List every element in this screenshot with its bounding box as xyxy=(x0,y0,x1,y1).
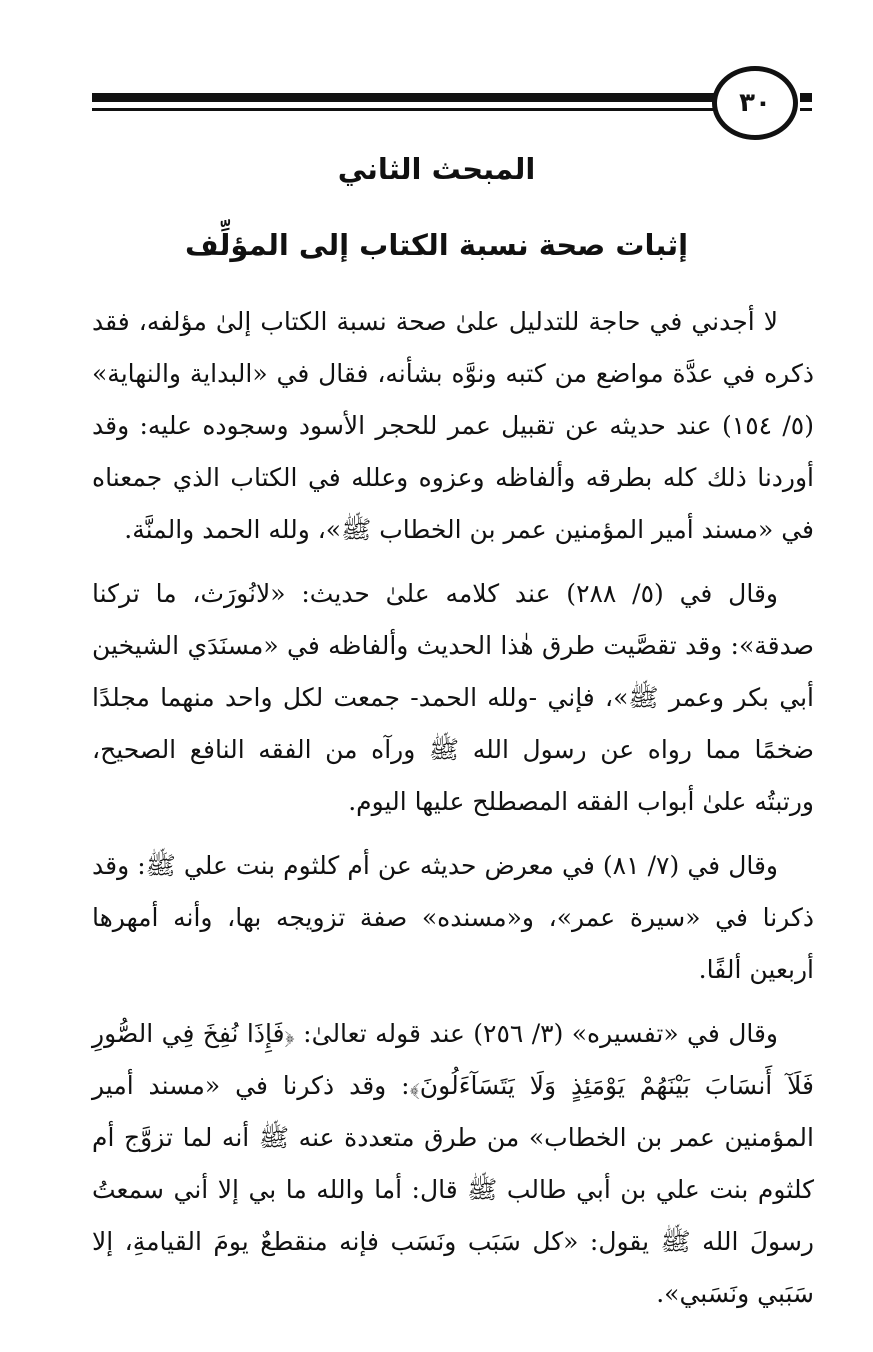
body-text xyxy=(92,296,814,1332)
header-rule-thin xyxy=(92,108,714,111)
section-subtitle: إثبات صحة نسبة الكتاب إلى المؤلِّف xyxy=(184,228,689,262)
paragraph-2: وقال في (٥/ ٢٨٨) عند كلامه علىٰ حديث: «لانُورَث، ما تركنا صدقة»: وقد تقصَّيت طرق هٰذا الحديث وألفاظه في «مسنَدَي الشيخين أبي بكر وعمر ﷺ»، فإني -ولله الحمد- جمعت لكل واحد منهما مجلدًا ضخمًا مما رواه عن رسول الله ﷺ ورآه من الفقه النافع الصحيح، ورتبتُه علىٰ أبواب الفقه المصطلح عليها اليوم. xyxy=(92,579,814,816)
page-number: ٣٠ xyxy=(739,88,771,118)
header-rule-thick xyxy=(92,93,714,102)
section-title: المبحث الثاني xyxy=(337,152,536,186)
header-rule-right-thick xyxy=(800,93,812,102)
paragraph-3: وقال في (٧/ ٨١) في معرض حديثه عن أم كلثوم بنت علي ﷺ: وقد ذكرنا في «سيرة عمر»، و«مسنده» صفة تزويجه بها، وأنه أمهرها أربعين ألفًا. xyxy=(92,851,814,984)
page-header xyxy=(0,0,873,150)
page-number-oval xyxy=(712,66,798,140)
paragraph-4: وقال في «تفسيره» (٣/ ٢٥٦) عند قوله تعالىٰ: ﴿فَإِذَا نُفِخَ فِي الصُّورِ فَلَآ أَنسَابَ بَيْنَهُمْ يَوْمَئِذٍ وَلَا يَتَسَآءَلُونَ﴾: وقد ذكرنا في «مسند أمير المؤمنين عمر بن الخطاب» من طرق متعددة عنه ﷺ أنه لما تزوَّج أم كلثوم بنت علي بن أبي طالب ﷺ قال: أما والله ما بي إلا أني سمعتُ رسولَ الله ﷺ يقول: «كل سَبَب ونَسَب فإنه منقطعٌ يومَ القيامةِ، إلا سَبَبي ونَسَبي». xyxy=(92,1019,814,1308)
paragraph-1: لا أجدني في حاجة للتدليل علىٰ صحة نسبة الكتاب إلىٰ مؤلفه، فقد ذكره في عدَّة مواضع من كتبه ونوَّه بشأنه، فقال في «البداية والنهاية» (٥/ ١٥٤) عند حديثه عن تقبيل عمر للحجر الأسود وسجوده عليه: وقد أوردنا ذلك كله بطرقه وألفاظه وعزوه وعلله في الكتاب الذي جمعناه في «مسند أمير المؤمنين عمر بن الخطاب ﷺ»، ولله الحمد والمنَّة. xyxy=(92,307,814,544)
header-rule-right-thin xyxy=(800,108,812,111)
